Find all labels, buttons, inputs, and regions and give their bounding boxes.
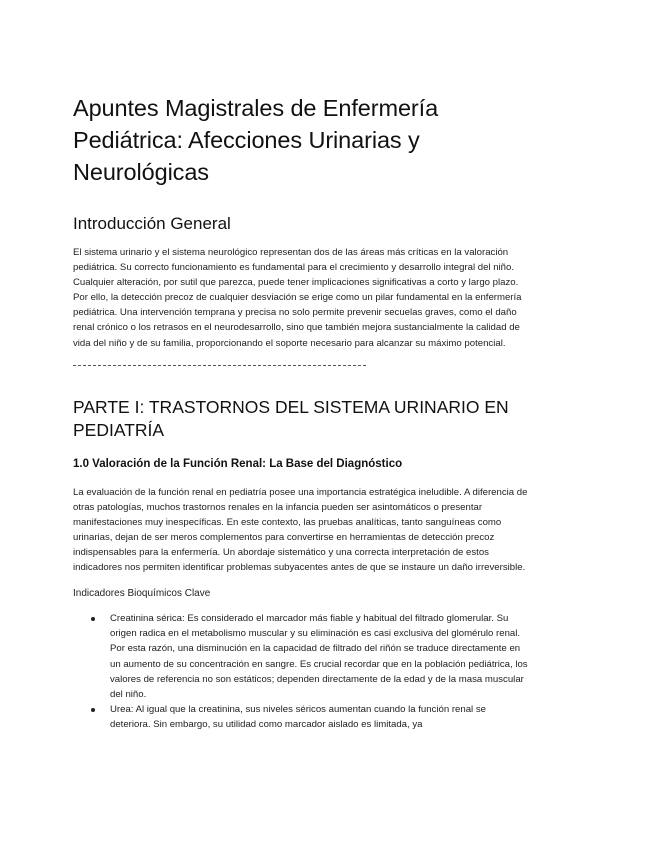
intro-paragraph: El sistema urinario y el sistema neurológico representan dos de las áreas más críticas en la valoración pediátrica. Su correcto funcionamiento es fundamental para el crecimiento y desarrollo integral del niño. Cualquier alteración, por sutil que parezca, puede tener implicaciones significativas a corto y largo plazo. Por ello, la detección precoz de cualquier desviación se erige como un pilar fundamental en la enfermería pediátrica. Una intervención temprana y precisa no solo permite prevenir secuelas graves, como el daño renal crónico o los retrasos en el neurodesarrollo, sino que también mejora sustancialmente la calidad de vida del niño y de su familia, proporcionando el soporte necesario para alcanzar su máximo potencial. bbox=[73, 247, 522, 349]
section-1-paragraph: La evaluación de la función renal en pediatría posee una importancia estratégica ineludible. A diferencia de otras patologías, muchos trastornos renales en la infancia pueden ser asintomáticos o presentar manifestaciones muy inespecíficas. En este contexto, las pruebas analíticas, tanto sanguíneas como urinarias, dejan de ser meros complementos para convertirse en herramientas de detección precoz indispensables para la enfermería. Un abordaje sistemático y una correcta interpretación de estos indicadores nos permiten identificar problemas subyacentes antes de que se instaure un daño irreversible. bbox=[73, 486, 528, 574]
bullet-icon bbox=[91, 708, 95, 712]
document-title: Apuntes Magistrales de Enfermería Pediátrica: Afecciones Urinarias y Neurológicas bbox=[73, 95, 439, 185]
document-page bbox=[73, 92, 528, 732]
section-1-heading: 1.0 Valoración de la Función Renal: La Base del Diagnóstico bbox=[73, 457, 403, 470]
list-item bbox=[73, 702, 528, 732]
intro-heading: Introducción General bbox=[73, 214, 231, 233]
indicators-list bbox=[73, 611, 528, 732]
part-1-heading: PARTE I: TRASTORNOS DEL SISTEMA URINARIO EN PEDIATRÍA bbox=[73, 396, 509, 440]
indicators-subheading: Indicadores Bioquímicos Clave bbox=[73, 588, 211, 600]
bullet-icon bbox=[91, 617, 95, 621]
list-item-text: Creatinina sérica: Es considerado el marcador más fiable y habitual del filtrado glomerular. Su origen radica en el metabolismo muscular y su eliminación es casi exclusiva del glomérulo renal. Por esta razón, una disminución en la capacidad de filtrado del riñón se traduce directamente en un aumento de su concentración en sangre. Es crucial recordar que en la población pediátrica, los valores de referencia no son estáticos; dependen directamente de la edad y de la masa muscular del niño. bbox=[110, 613, 528, 700]
list-item-text: Urea: Al igual que la creatinina, sus niveles séricos aumentan cuando la función renal se deteriora. Sin embargo, su utilidad como marcador aislado es limitada, ya bbox=[110, 703, 486, 730]
list-item bbox=[73, 611, 528, 702]
section-divider bbox=[73, 365, 366, 366]
